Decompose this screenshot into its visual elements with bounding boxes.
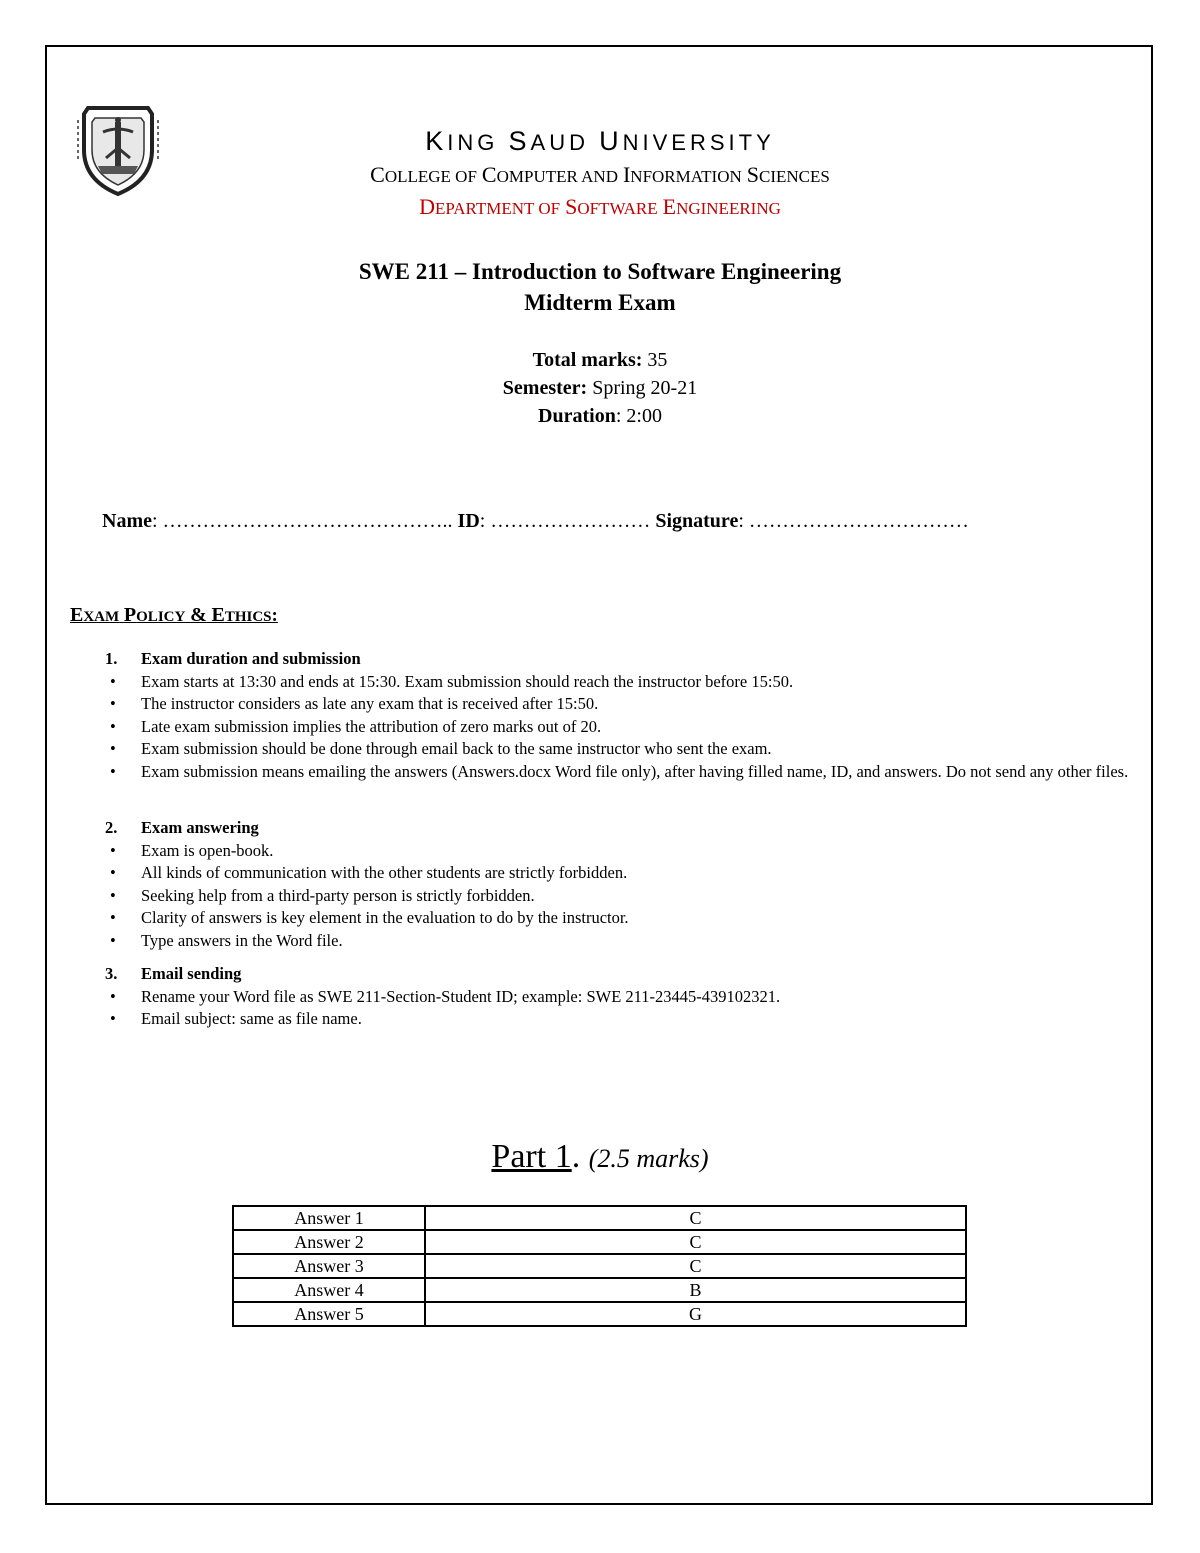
table-row bbox=[233, 1230, 966, 1254]
list-item: • Rename your Word file as SWE 211-Section-Student ID; example: SWE 211-23445-439102321. bbox=[105, 986, 1145, 1009]
department-name: DEPARTMENT OF SOFTWARE ENGINEERING bbox=[419, 194, 781, 219]
answer-label: Answer 2 bbox=[233, 1230, 425, 1254]
answer-value: C bbox=[425, 1206, 966, 1230]
answer-label: Answer 3 bbox=[233, 1254, 425, 1278]
answer-label: Answer 1 bbox=[233, 1206, 425, 1230]
list-item: • Clarity of answers is key element in the evaluation to do by the instructor. bbox=[105, 907, 1145, 930]
university-name bbox=[230, 126, 970, 157]
answer-label: Answer 5 bbox=[233, 1302, 425, 1326]
list-item: • Exam is open-book. bbox=[105, 840, 1145, 863]
table-row bbox=[233, 1206, 966, 1230]
answer-value: C bbox=[425, 1230, 966, 1254]
answer-value: B bbox=[425, 1278, 966, 1302]
table-row bbox=[233, 1254, 966, 1278]
table-row bbox=[233, 1278, 966, 1302]
policy-heading: EXAM POLICY & ETHICS: bbox=[70, 604, 278, 626]
policy-section-1 bbox=[105, 648, 1145, 783]
id-field: : …………………… bbox=[479, 510, 651, 532]
answer-value: G bbox=[425, 1302, 966, 1326]
section-list bbox=[105, 986, 1145, 1031]
list-item: • Exam submission should be done through email back to the same instructor who sent the exam. bbox=[105, 738, 1145, 761]
uni-word-1: KING bbox=[425, 126, 499, 156]
exam-title: Midterm Exam bbox=[524, 290, 676, 315]
list-item: • Type answers in the Word file. bbox=[105, 930, 1145, 953]
semester: Semester: Spring 20-21 bbox=[502, 377, 698, 399]
signature-label: Signature bbox=[655, 510, 739, 532]
list-item: • Late exam submission implies the attribution of zero marks out of 20. bbox=[105, 716, 1145, 739]
uni-word-2: SAUD bbox=[508, 126, 589, 156]
name-label: Name bbox=[102, 510, 152, 532]
college-name: COLLEGE OF COMPUTER AND INFORMATION SCIENCES bbox=[370, 162, 830, 187]
list-item: • Exam starts at 13:30 and ends at 15:30. Exam submission should reach the instructor before 15:50. bbox=[105, 671, 1145, 694]
answer-label: Answer 4 bbox=[233, 1278, 425, 1302]
id-label: ID bbox=[457, 510, 480, 532]
university-logo-icon bbox=[68, 100, 168, 200]
total-marks: Total marks: 35 bbox=[532, 349, 668, 371]
section-title: 2. Exam answering bbox=[105, 818, 259, 837]
part-1-title: Part 1. (2.5 marks) bbox=[491, 1138, 709, 1175]
list-item: • Email subject: same as file name. bbox=[105, 1008, 1145, 1031]
policy-section-3 bbox=[105, 963, 1145, 1031]
answer-value: C bbox=[425, 1254, 966, 1278]
duration: Duration: 2:00 bbox=[538, 405, 662, 427]
table-row bbox=[233, 1302, 966, 1326]
list-item: • Seeking help from a third-party person is strictly forbidden. bbox=[105, 885, 1145, 908]
answers-table bbox=[232, 1205, 967, 1327]
student-fields bbox=[102, 510, 969, 533]
section-list bbox=[105, 840, 1145, 953]
course-title: SWE 211 – Introduction to Software Engineering bbox=[358, 259, 842, 284]
list-item: • All kinds of communication with the other students are strictly forbidden. bbox=[105, 862, 1145, 885]
section-title: 3. Email sending bbox=[105, 964, 242, 983]
name-field: : …………………………………….. bbox=[151, 510, 453, 532]
list-item: • Exam submission means emailing the answers (Answers.docx Word file only), after having filled name, ID, and answers. Do not send any other files. bbox=[105, 761, 1145, 784]
list-item: • The instructor considers as late any exam that is received after 15:50. bbox=[105, 693, 1145, 716]
exam-info bbox=[300, 346, 900, 430]
policy-section-2 bbox=[105, 817, 1145, 952]
section-title: 1. Exam duration and submission bbox=[105, 649, 361, 668]
course-block bbox=[200, 256, 1000, 318]
signature-field: : …………………………… bbox=[738, 510, 969, 532]
uni-word-3: UNIVERSITY bbox=[599, 126, 775, 156]
section-list bbox=[105, 671, 1145, 784]
